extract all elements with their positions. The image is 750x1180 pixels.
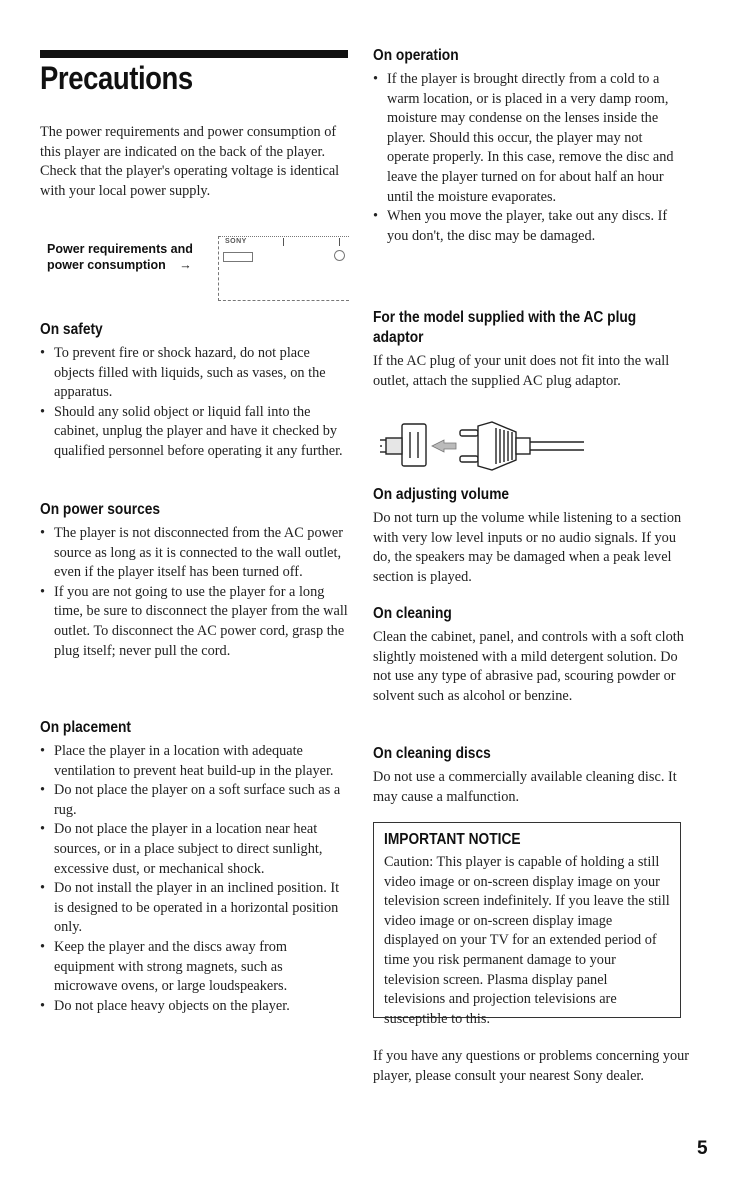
cleaning-heading: On cleaning (373, 605, 452, 622)
section-cleaning-discs (373, 744, 691, 807)
power-sources-heading: On power sources (40, 501, 161, 518)
title-rule (40, 50, 348, 58)
placement-heading: On placement (40, 719, 131, 736)
section-placement (40, 718, 348, 1016)
rear-panel-illustration (218, 236, 349, 301)
cleaning-paragraph: Clean the cabinet, panel, and controls with a soft cloth slightly moistened with a mild detergent solution. Do not use any type of abrasive pad, scouring powder or solvent such as alcohol or benzine. (373, 629, 684, 704)
section-cleaning (373, 604, 691, 706)
list-item: • Keep the player and the discs away from equipment with strong magnets, such as microwave ovens, or large loudspeakers. (40, 938, 348, 997)
list-item: • Should any solid object or liquid fall into the cabinet, unplug the player and have it checked by qualified personnel before operating it any further. (40, 403, 348, 462)
rating-plate-icon (223, 252, 253, 262)
power-label-line2: power consumption (47, 258, 166, 272)
list-item: • If you are not going to use the player for a long time, be sure to disconnect the player from the wall outlet. To disconnect the AC power cord, grasp the plug itself; never pull the cord. (40, 583, 348, 661)
intro-paragraph: The power requirements and power consumption of this player are indicated on the back of the player. Check that the player's operating voltage is identical with your local power supply. (40, 124, 340, 199)
volume-heading: On adjusting volume (373, 486, 510, 503)
section-power-sources (40, 500, 348, 661)
closing-paragraph: If you have any questions or problems concerning your player, please consult your nearest Sony dealer. (373, 1048, 690, 1084)
cleaning-discs-paragraph: Do not use a commercially available cleaning disc. It may cause a malfunction. (373, 769, 677, 805)
operation-list (373, 70, 685, 246)
operation-heading: On operation (373, 47, 459, 64)
safety-list (40, 344, 348, 462)
list-item: • When you move the player, take out any discs. If you don't, the disc may be damaged. (373, 207, 685, 246)
power-sources-list (40, 524, 348, 661)
safety-heading: On safety (40, 321, 103, 338)
section-operation (373, 46, 685, 246)
list-item: • Place the player in a location with adequate ventilation to prevent heat build-up in the player. (40, 742, 348, 781)
section-ac-plug (373, 308, 685, 391)
page-number: 5 (697, 1138, 708, 1159)
page-title: Precautions (40, 60, 193, 96)
placement-list (40, 742, 348, 1016)
list-item: • Do not place the player on a soft surface such as a rug. (40, 781, 348, 820)
panel-mark (283, 238, 284, 246)
ac-plug-icon (460, 422, 584, 470)
connector-icon (334, 250, 345, 261)
ac-plug-paragraph: If the AC plug of your unit does not fit into the wall outlet, attach the supplied AC plug adaptor. (373, 353, 670, 389)
panel-brand-logo: SONY (225, 238, 247, 245)
panel-edge (219, 236, 349, 237)
important-notice-heading: IMPORTANT NOTICE (384, 831, 521, 848)
power-label-line1: Power requirements and (47, 242, 193, 256)
ac-plug-heading: For the model supplied with the AC plug adaptor (373, 309, 637, 346)
arrow-left-icon (432, 440, 456, 452)
plug-adaptor-illustration (380, 418, 590, 474)
list-item: • The player is not disconnected from the AC power source as long as it is connected to the wall outlet, even if the player itself has been turned off. (40, 524, 348, 583)
arrow-right-icon: → (179, 258, 192, 272)
power-label-caption (47, 241, 193, 273)
list-item: • Do not place the player in a location near heat sources, or in a place subject to direct sunlight, excessive dust, or mechanical shock. (40, 820, 348, 879)
volume-paragraph: Do not turn up the volume while listening to a section with very low level inputs or no audio signals. If you do, the speakers may be damaged when a peak level section is played. (373, 510, 682, 585)
list-item: • To prevent fire or shock hazard, do not place objects filled with liquids, such as vases, on the apparatus. (40, 344, 348, 403)
panel-mark (339, 238, 340, 246)
adaptor-icon (380, 424, 426, 466)
section-safety (40, 320, 348, 462)
list-item: • Do not install the player in an inclined position. It is designed to be operated in a horizontal position only. (40, 879, 348, 938)
cleaning-discs-heading: On cleaning discs (373, 745, 491, 762)
important-notice-box (373, 822, 681, 1027)
section-volume (373, 485, 691, 587)
important-notice-paragraph: Caution: This player is capable of holding a still video image or on-screen display image on your television screen indefinitely. If you leave the still video image or on-screen display image displayed on your TV for an extended period of time you risk permanent damage to your television screen. Plasma display panel televisions and projection televisions are susceptible to this. (384, 854, 670, 1027)
list-item: • If the player is brought directly from a cold to a warm location, or is placed in a very damp room, moisture may condense on the lenses inside the player. Should this occur, the player may not operate properly. In this case, remove the disc and leave the player turned on for about half an hour until the moisture evaporates. (373, 70, 685, 207)
list-item: • Do not place heavy objects on the player. (40, 997, 348, 1017)
